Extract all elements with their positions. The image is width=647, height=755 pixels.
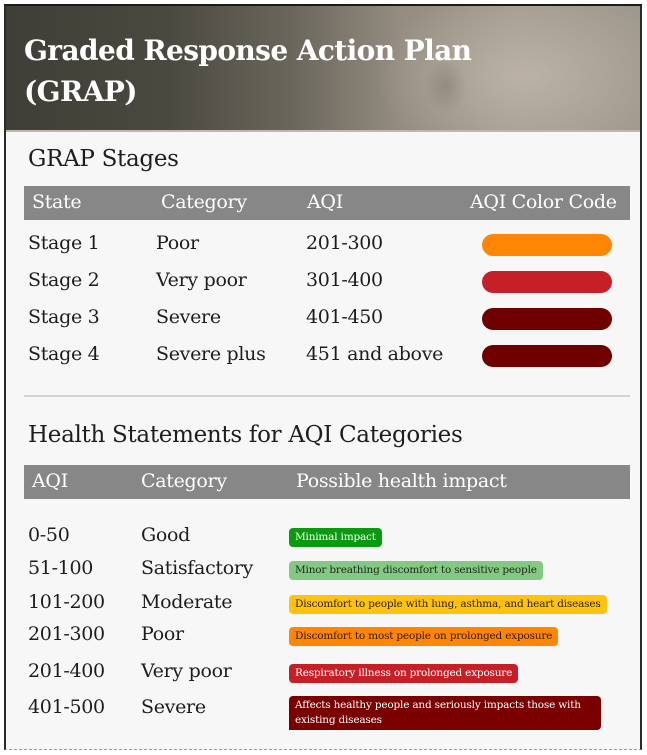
color-swatch-orange bbox=[482, 234, 612, 256]
health-statements-title: Health Statements for AQI Categories bbox=[28, 422, 463, 448]
header-banner bbox=[6, 6, 640, 132]
col-category: Category bbox=[141, 470, 227, 492]
impact-badge-satisfactory: Minor breathing discomfort to sensitive people bbox=[289, 561, 543, 580]
stage-cell: Stage 1 bbox=[28, 232, 100, 254]
grap-stages-title: GRAP Stages bbox=[28, 146, 179, 172]
category-cell: Poor bbox=[156, 232, 199, 254]
impact-badge-severe: Affects healthy people and seriously impacts those with existing diseases bbox=[289, 696, 601, 730]
aqi-cell: 301-400 bbox=[306, 269, 383, 291]
table-row bbox=[6, 232, 640, 268]
grap-infographic bbox=[4, 4, 642, 750]
aqi-cell: 451 and above bbox=[306, 343, 444, 365]
category-cell: Satisfactory bbox=[141, 557, 254, 579]
stage-cell: Stage 4 bbox=[28, 343, 100, 365]
category-cell: Very poor bbox=[141, 660, 232, 682]
color-swatch-maroon bbox=[482, 345, 612, 367]
category-cell: Very poor bbox=[156, 269, 247, 291]
impact-badge-good: Minimal impact bbox=[289, 528, 382, 547]
aqi-cell: 101-200 bbox=[28, 591, 105, 613]
col-aqi: AQI bbox=[32, 470, 68, 492]
page-title: Graded Response Action Plan (GRAP) bbox=[24, 34, 472, 108]
col-category: Category bbox=[161, 191, 247, 213]
category-cell: Moderate bbox=[141, 591, 233, 613]
health-statements-header bbox=[24, 465, 630, 499]
aqi-cell: 401-500 bbox=[28, 696, 105, 718]
col-state: State bbox=[32, 191, 82, 213]
col-health-impact: Possible health impact bbox=[296, 470, 507, 492]
color-swatch-red bbox=[482, 271, 612, 293]
aqi-cell: 0-50 bbox=[28, 524, 70, 546]
stage-cell: Stage 3 bbox=[28, 306, 100, 328]
category-cell: Good bbox=[141, 524, 191, 546]
impact-badge-very-poor: Respiratory illness on prolonged exposure bbox=[289, 664, 518, 683]
aqi-cell: 401-450 bbox=[306, 306, 383, 328]
aqi-cell: 201-300 bbox=[28, 623, 105, 645]
table-row bbox=[6, 269, 640, 305]
table-row bbox=[6, 306, 640, 342]
table-row bbox=[6, 343, 640, 379]
category-cell: Poor bbox=[141, 623, 184, 645]
col-aqi: AQI bbox=[307, 191, 343, 213]
category-cell: Severe bbox=[141, 696, 206, 718]
color-swatch-maroon bbox=[482, 308, 612, 330]
col-aqi-color-code: AQI Color Code bbox=[470, 191, 617, 213]
stage-cell: Stage 2 bbox=[28, 269, 100, 291]
impact-badge-poor: Discomfort to most people on prolonged exposure bbox=[289, 627, 558, 646]
aqi-cell: 201-300 bbox=[306, 232, 383, 254]
aqi-cell: 51-100 bbox=[28, 557, 94, 579]
category-cell: Severe bbox=[156, 306, 221, 328]
impact-badge-moderate: Discomfort to people with lung, asthma, and heart diseases bbox=[289, 595, 607, 614]
category-cell: Severe plus bbox=[156, 343, 266, 365]
section-divider bbox=[24, 395, 630, 397]
grap-stages-header bbox=[24, 186, 630, 220]
aqi-cell: 201-400 bbox=[28, 660, 105, 682]
